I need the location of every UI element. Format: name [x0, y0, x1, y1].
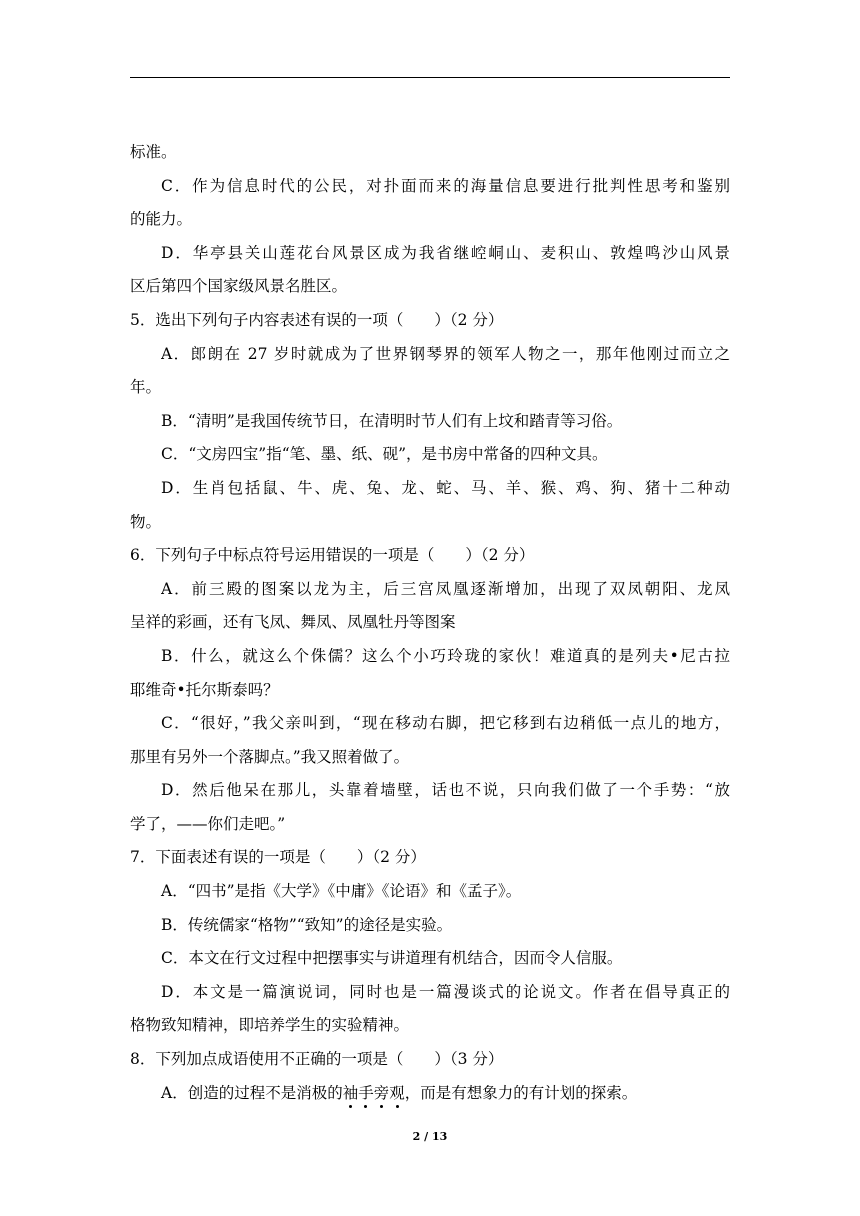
question-6-option-b-cont: 耶维奇•托尔斯泰吗？: [130, 680, 279, 699]
question-5-option-c: C．“文房四宝”指“笔、墨、纸、砚”，是书房中常备的四种文具。: [161, 445, 608, 464]
emphasis-dot-char: 手: [358, 1083, 374, 1102]
question-5-option-d: D．生肖包括鼠、牛、虎、兔、龙、蛇、马、羊、猴、鸡、狗、猪十二种动: [161, 478, 730, 497]
page-number: 2 / 13: [412, 1130, 448, 1143]
text-line-3: 的能力。: [130, 210, 193, 229]
question-5-stem: 5．选出下列句子内容表述有误的一项（ ）（2 分）: [130, 310, 504, 329]
emphasis-dot-char: 观: [389, 1083, 405, 1102]
question-6-option-c: C．“很好，”我父亲叫到，“现在移动右脚，把它移到右边稍低一点儿的地方，: [161, 714, 730, 733]
question-6-option-a-cont: 呈祥的彩画，还有飞凤、舞凤、凤凰牡丹等图案: [130, 613, 456, 632]
text-line-4: D．华亭县关山莲花台风景区成为我省继崆峒山、麦积山、敦煌鸣沙山风景: [161, 243, 730, 262]
text-line-2: C．作为信息时代的公民，对扑面而来的海量信息要进行批判性思考和鉴别: [161, 176, 730, 195]
question-6-stem: 6．下列句子中标点符号运用错误的一项是（ ）（2 分）: [130, 546, 535, 565]
question-5-option-a-cont: 年。: [130, 378, 162, 397]
question-6-option-c-cont: 那里有另外一个落脚点。”我又照着做了。: [130, 747, 410, 766]
question-5-option-d-cont: 物。: [130, 512, 162, 531]
question-7-option-d: D．本文是一篇演说词，同时也是一篇漫谈式的论说文。作者在倡导真正的: [161, 982, 730, 1001]
text-line-1: 标准。: [130, 143, 177, 161]
question-6-option-a: A．前三殿的图案以龙为主，后三宫凤凰逐渐增加，出现了双凤朝阳、龙凤: [161, 579, 730, 598]
question-7-option-a: A．“四书”是指《大学》《中庸》《论语》和《孟子》。: [161, 882, 522, 901]
question-5-option-a: A．郎朗在 27 岁时就成为了世界钢琴界的领军人物之一，那年他刚过而立之: [161, 344, 730, 363]
question-7-option-d-cont: 格物致知精神，即培养学生的实验精神。: [130, 1016, 410, 1035]
question-7-option-b: B．传统儒家“格物”“致知”的途径是实验。: [161, 915, 453, 934]
question-8-option-a: [130, 1077, 730, 1111]
question-8-stem: 8．下列加点成语使用不正确的一项是（ ）（3 分）: [130, 1050, 504, 1069]
question-6-option-d: D．然后他呆在那儿，头靠着墙壁，话也不说，只向我们做了一个手势：“放: [161, 781, 730, 800]
text-line-5: 区后第四个国家级风景名胜区。: [130, 277, 348, 296]
question-7-option-c: C．本文在行文过程中把摆事实与讲道理有机结合，因而令人信服。: [161, 949, 623, 968]
header-rule: [130, 77, 730, 78]
emphasis-dot-char: 袖: [342, 1083, 359, 1102]
question-7-stem: 7．下面表述有误的一项是（ ）（2 分）: [130, 848, 426, 867]
option-a-text-after: ，而是有想象力的有计划的探索。: [404, 1083, 638, 1102]
option-a-text-before: A．创造的过程不是消极的: [161, 1083, 343, 1102]
document-body: [130, 136, 730, 1110]
question-6-option-b: B．什么，就这么个侏儒？这么个小巧玲珑的家伙！难道真的是列夫•尼古拉: [161, 646, 730, 665]
question-5-option-b: B．“清明”是我国传统节日，在清明时节人们有上坟和踏青等习俗。: [161, 411, 623, 430]
question-6-option-d-cont: 学了，——你们走吧。”: [130, 814, 286, 833]
emphasis-dot-char: 旁: [373, 1083, 390, 1102]
dotted-idiom: [343, 1084, 405, 1102]
